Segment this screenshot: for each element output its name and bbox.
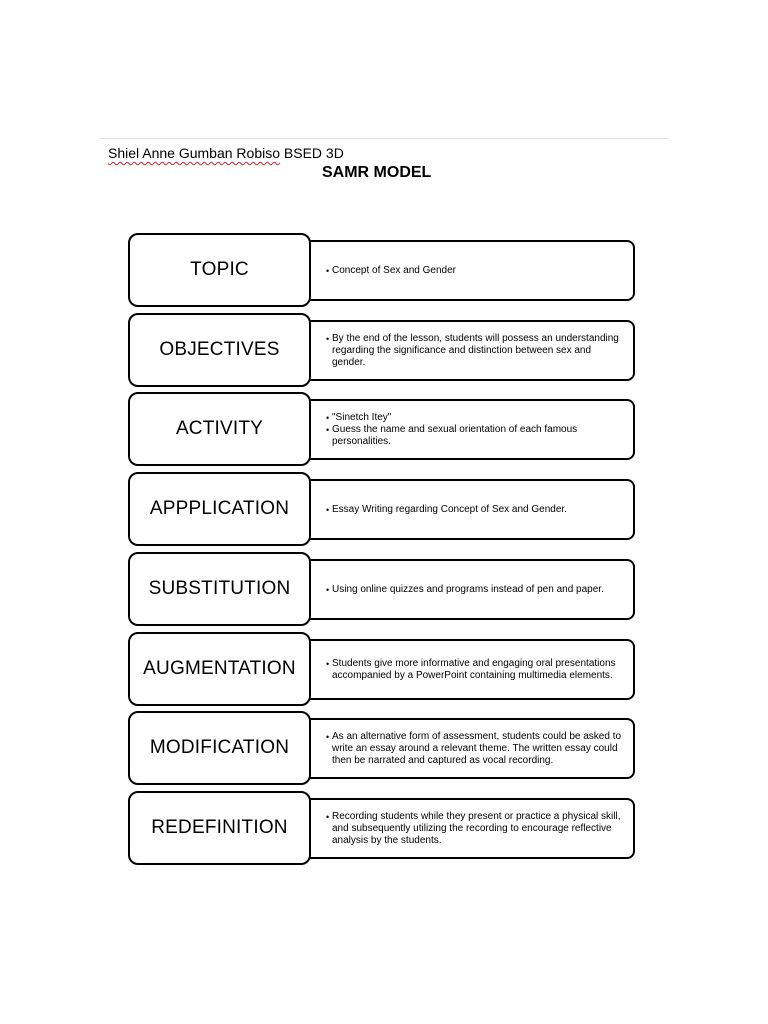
bullet-text: Guess the name and sexual orientation of each famous personalities. [332, 423, 578, 447]
bullet-item [326, 333, 625, 369]
bullet-item [326, 504, 625, 516]
bullet-item [326, 424, 625, 448]
samr-row [128, 472, 638, 552]
row-label: SUBSTITUTION [128, 552, 311, 626]
bullet-dot-icon: • [326, 584, 330, 595]
bullet-text: Students give more informative and engaging oral presentations accompanied by a PowerPoint containing multimedia elements. [332, 657, 616, 681]
samr-row [128, 552, 638, 632]
bullet-dot-icon: • [326, 265, 330, 276]
row-description [306, 639, 635, 700]
row-description [306, 798, 635, 859]
samr-row [128, 632, 638, 712]
row-label: REDEFINITION [128, 791, 311, 865]
samr-row [128, 313, 638, 393]
bullet-item [326, 412, 625, 424]
samr-row [128, 392, 638, 472]
bullet-item [326, 584, 625, 596]
bullet-text: Using online quizzes and programs instead of pen and paper. [332, 583, 604, 595]
bullet-item [326, 658, 625, 682]
bullet-text: By the end of the lesson, students will possess an understanding regarding the significance and distinction between sex and gender. [332, 332, 619, 368]
row-description [306, 718, 635, 779]
bullet-dot-icon: • [326, 412, 330, 423]
bullet-item [326, 265, 625, 277]
row-description [306, 240, 635, 301]
row-label: TOPIC [128, 233, 311, 307]
bullet-dot-icon: • [326, 731, 330, 742]
row-description [306, 399, 635, 460]
row-label: OBJECTIVES [128, 313, 311, 387]
bullet-text: Recording students while they present or practice a physical skill, and subsequently utilizing the recording to encourage reflective analysis by the students. [332, 810, 621, 846]
bullet-dot-icon: • [326, 658, 330, 669]
bullet-dot-icon: • [326, 811, 330, 822]
samr-row [128, 233, 638, 313]
row-label: MODIFICATION [128, 711, 311, 785]
bullet-item [326, 811, 625, 847]
row-label: APPPLICATION [128, 472, 311, 546]
row-label: AUGMENTATION [128, 632, 311, 706]
row-description [306, 320, 635, 381]
bullet-text: Concept of Sex and Gender [332, 264, 456, 276]
bullet-dot-icon: • [326, 504, 330, 515]
bullet-text: "Sinetch Itey" [332, 411, 392, 423]
bullet-dot-icon: • [326, 424, 330, 435]
bullet-text: Essay Writing regarding Concept of Sex and Gender. [332, 503, 567, 515]
bullet-item [326, 731, 625, 767]
author-section: BSED 3D [283, 145, 344, 161]
samr-row [128, 711, 638, 791]
document-title: SAMR MODEL [322, 164, 432, 181]
samr-row [128, 791, 638, 871]
row-description [306, 559, 635, 620]
bullet-dot-icon: • [326, 333, 330, 344]
page-divider [100, 138, 668, 139]
row-description [306, 479, 635, 540]
row-label: ACTIVITY [128, 392, 311, 466]
author-line [108, 145, 344, 161]
author-name: Shiel Anne Gumban Robiso [108, 145, 280, 161]
bullet-text: As an alternative form of assessment, students could be asked to write an essay around a relevant theme. The written essay could then be narrated and captured as vocal recording. [332, 730, 622, 766]
